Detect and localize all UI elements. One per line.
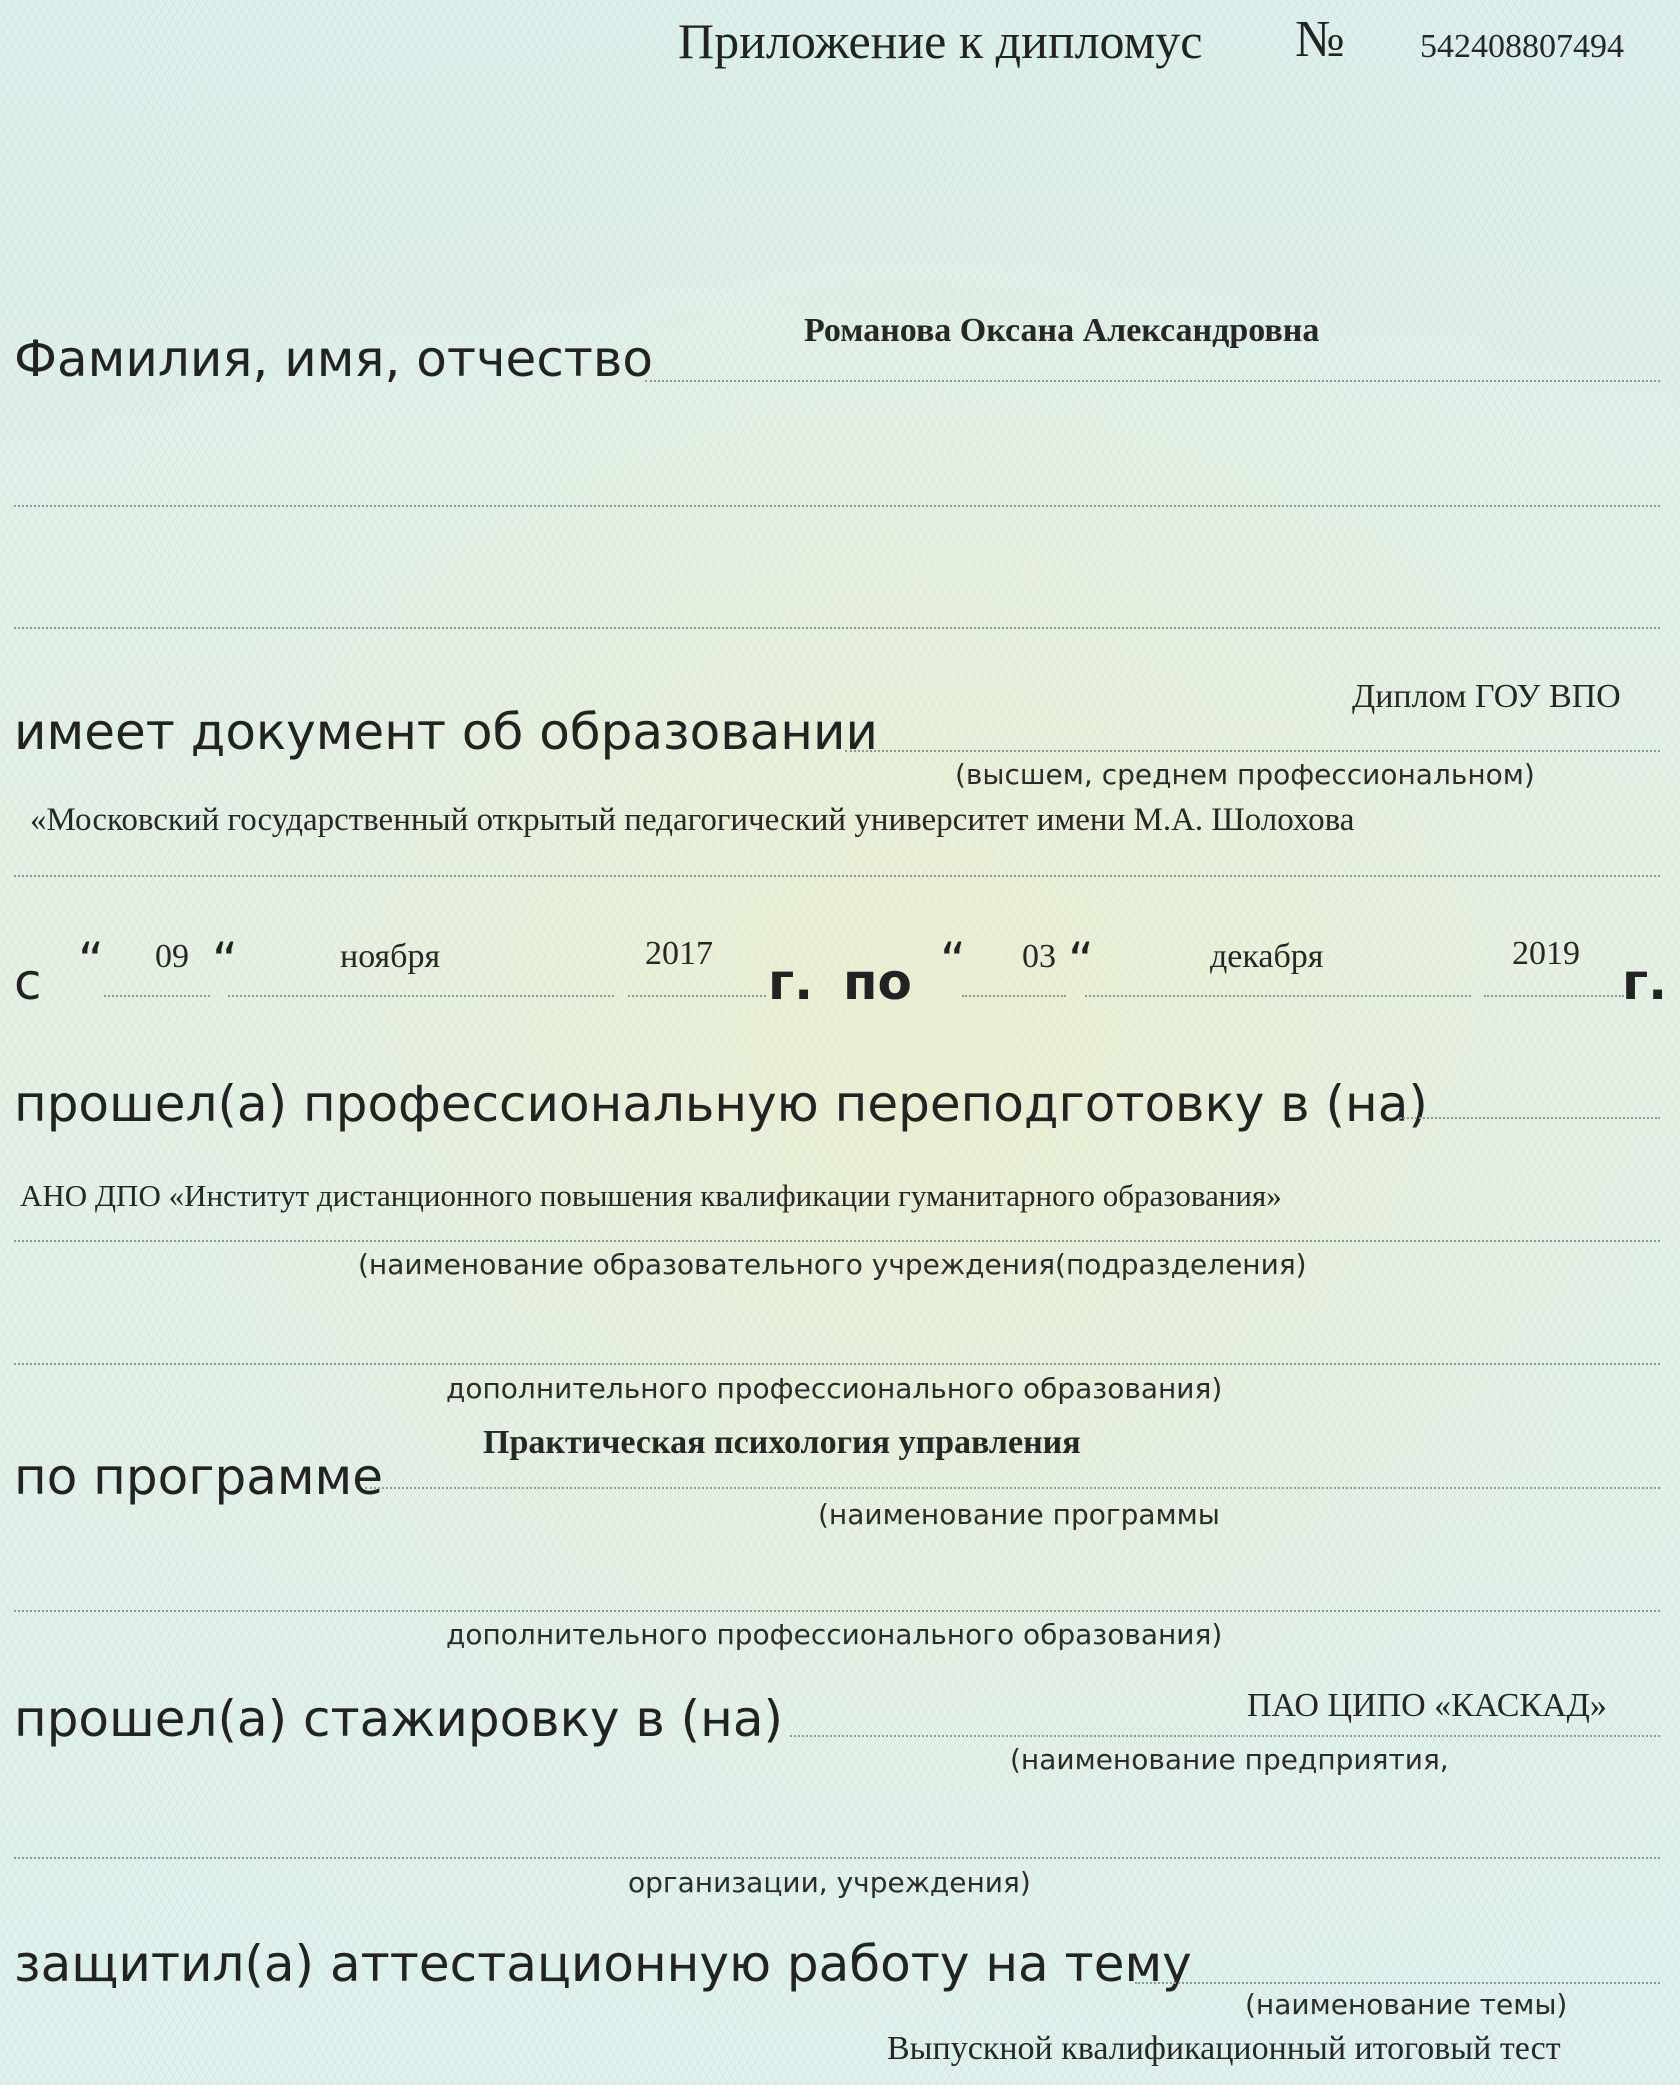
retraining-label: прошел(а) профессиональную переподготовку в (на)	[14, 1075, 1428, 1133]
internship-line	[790, 1735, 1660, 1737]
number-sign: №	[1295, 11, 1345, 68]
period-from-month-line	[228, 995, 614, 997]
period-from-month: ноября	[340, 938, 441, 975]
period-to-month: декабря	[1210, 938, 1324, 975]
education-institution: «Московский государственный открытый педагогический университет имени М.А. Шолохова	[30, 802, 1355, 838]
period-from-year: 2017	[645, 935, 713, 972]
program-value: Практическая психология управления	[483, 1424, 1081, 1461]
education-doc-label: имеет документ об образовании	[14, 703, 878, 761]
period-to-year-line	[1484, 995, 1624, 997]
period-to-day: 03	[1022, 938, 1056, 975]
title-text: Приложение к дипломуc	[678, 13, 1203, 69]
thesis-label: защитил(а) аттестационную работу на тему	[14, 1935, 1192, 1993]
period-to-year-suffix: г.	[1622, 953, 1668, 1011]
document-title	[678, 12, 1202, 70]
period-from-day-quote: “	[212, 932, 238, 990]
retraining-hint: (наименование образовательного учреждения(подразделения)	[358, 1248, 1307, 1281]
period-from-label: с	[14, 953, 42, 1011]
education-institution-line	[14, 875, 1660, 877]
internship-label: прошел(а) стажировку в (на)	[14, 1690, 784, 1748]
period-to-day-line	[962, 995, 1066, 997]
program-blank-line	[14, 1610, 1660, 1612]
internship-hint: (наименование предприятия,	[1010, 1743, 1449, 1776]
period-from-day-line	[104, 995, 210, 997]
period-from-day: 09	[155, 938, 189, 975]
program-hint-2: дополнительного профессионального образования)	[446, 1618, 1223, 1651]
retraining-value: АНО ДПО «Институт дистанционного повышения квалификации гуманитарного образования»	[20, 1178, 1282, 1213]
education-doc-value: Диплом ГОУ ВПО	[1352, 678, 1621, 715]
period-from-year-line	[628, 995, 766, 997]
internship-hint-2: организации, учреждения)	[628, 1866, 1031, 1899]
diploma-number: 542408807494	[1420, 28, 1624, 65]
thesis-hint: (наименование темы)	[1245, 1988, 1568, 2021]
period-to-label: по	[843, 953, 912, 1011]
retraining-blank-line	[14, 1363, 1660, 1365]
fio-line	[645, 380, 1660, 382]
period-to-day-quote: “	[1068, 932, 1094, 990]
retraining-value-line	[14, 1240, 1660, 1242]
period-from-quote: “	[78, 932, 104, 990]
program-line	[365, 1487, 1660, 1489]
internship-value: ПАО ЦИПО «КАСКАД»	[1247, 1687, 1607, 1724]
thesis-line	[1135, 1982, 1660, 1984]
thesis-value: Выпускной квалификационный итоговый тест	[887, 2030, 1561, 2067]
fio-line-3	[14, 627, 1660, 629]
period-to-month-line	[1085, 995, 1471, 997]
retraining-line	[1400, 1117, 1660, 1119]
fio-value: Романова Оксана Александровна	[804, 312, 1320, 349]
program-hint: (наименование программы	[818, 1498, 1220, 1531]
education-doc-hint: (высшем, среднем профессиональном)	[955, 758, 1535, 791]
fio-label: Фамилия, имя, отчество	[14, 330, 653, 388]
period-to-quote: “	[940, 932, 966, 990]
retraining-hint-2: дополнительного профессионального образования)	[446, 1372, 1223, 1405]
education-doc-line	[845, 750, 1660, 752]
internship-blank-line	[14, 1857, 1660, 1859]
fio-line-2	[14, 505, 1660, 507]
period-from-year-suffix: г.	[768, 953, 814, 1011]
period-to-year: 2019	[1512, 935, 1580, 972]
program-label: по программе	[14, 1448, 384, 1506]
